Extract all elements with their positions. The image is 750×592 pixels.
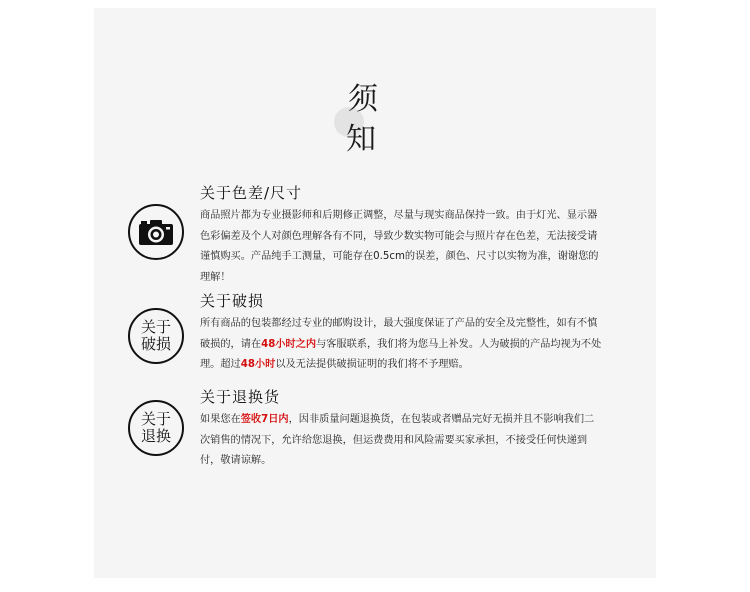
highlight-text: 48小时 xyxy=(240,359,276,370)
title-char-1: 须 xyxy=(348,82,378,117)
body-text: 与客服联系，我们将为您马上补发。人为破损的产品均视为不处理。超过 xyxy=(200,338,602,370)
returns-badge-icon xyxy=(128,400,184,456)
body-text: 商品照片都为专业摄影师和后期修正调整，尽量与现实商品保持一致。由于灯光、显示器色彩偏差及个人对颜色理解各有不同，导致少数实物可能会与照片存在色差，无法接受请谨慎购买。产品纯手工测量，可能存在0.5cm的误差，颜色、尺寸以实物为准，谢谢您的理解！ xyxy=(200,210,599,283)
body-text: 所有商品的包装都经过专业的邮购设计，最大强度保证了产品的安全及完整性，如有不慎破损的，请在 xyxy=(200,318,598,350)
section-body xyxy=(200,314,602,376)
body-text: 如果您在 xyxy=(200,414,241,425)
highlight-text: 签收7日内 xyxy=(240,414,289,425)
section-heading: 关于退换货 xyxy=(200,388,281,406)
camera-icon xyxy=(128,204,184,260)
body-text: 以及无法提供破损证明的我们将不予理赔。 xyxy=(275,359,469,370)
camera-icon-svg xyxy=(138,218,174,246)
body-text: ，因非质量问题退换货，在包装或者赠品完好无损并且不影响我们二次销售的情况下，允许给您退换，但运费费用和风险需要买家承担，不接受任何快递到付，敬请谅解。 xyxy=(200,414,595,466)
section-body xyxy=(200,410,602,472)
badge-text: 关于 破损 xyxy=(140,318,171,353)
highlight-text: 48小时之内 xyxy=(261,338,317,350)
badge-text: 关于 退换 xyxy=(140,410,171,445)
damage-badge-icon xyxy=(128,308,184,364)
section-heading: 关于色差/尺寸 xyxy=(200,184,303,202)
title-char-2: 知 xyxy=(346,122,376,157)
section-body xyxy=(200,206,602,288)
section-heading: 关于破损 xyxy=(200,292,265,310)
notice-title xyxy=(338,82,398,165)
